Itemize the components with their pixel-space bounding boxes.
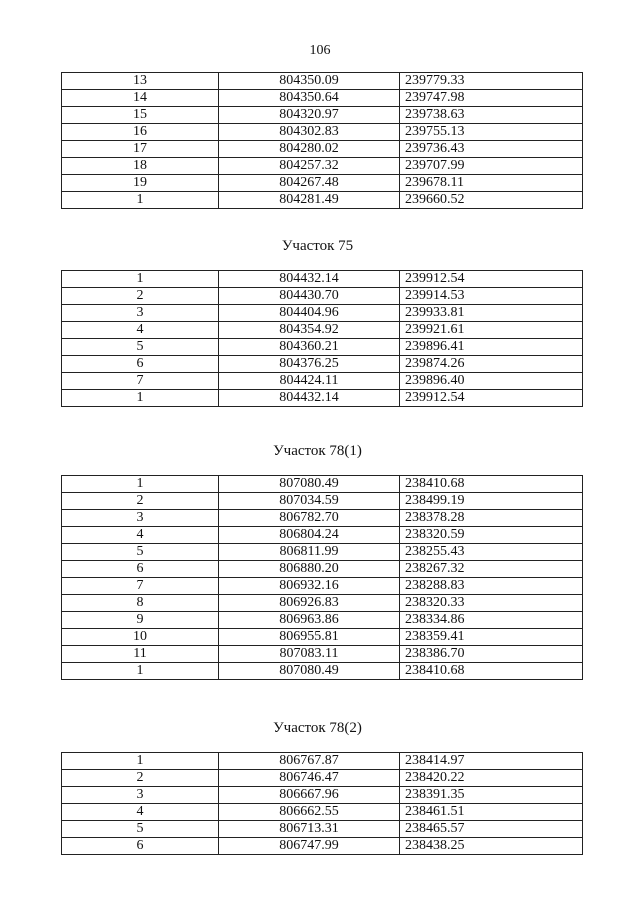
- x-coordinate-cell: 804281.49: [219, 192, 400, 209]
- y-coordinate-cell: 238320.33: [400, 595, 583, 612]
- x-coordinate-cell: 806955.81: [219, 629, 400, 646]
- table-row: [62, 373, 583, 390]
- point-number-cell: 18: [62, 158, 219, 175]
- x-coordinate-cell: 806880.20: [219, 561, 400, 578]
- table-row: [62, 322, 583, 339]
- point-number-cell: 11: [62, 646, 219, 663]
- point-number-cell: 4: [62, 322, 219, 339]
- y-coordinate-cell: 238334.86: [400, 612, 583, 629]
- point-number-cell: 3: [62, 510, 219, 527]
- section-title: Участок 78(2): [273, 720, 362, 736]
- point-number-cell: 6: [62, 838, 219, 855]
- y-coordinate-cell: 238465.57: [400, 821, 583, 838]
- point-number-cell: 2: [62, 288, 219, 305]
- x-coordinate-cell: 804302.83: [219, 124, 400, 141]
- table-row: [62, 629, 583, 646]
- x-coordinate-cell: 804404.96: [219, 305, 400, 322]
- y-coordinate-cell: 238420.22: [400, 770, 583, 787]
- table-row: [62, 288, 583, 305]
- section-continuation: [61, 72, 574, 209]
- point-number-cell: 17: [62, 141, 219, 158]
- point-number-cell: 13: [62, 73, 219, 90]
- y-coordinate-cell: 238410.68: [400, 476, 583, 493]
- point-number-cell: 5: [62, 821, 219, 838]
- x-coordinate-cell: 806804.24: [219, 527, 400, 544]
- y-coordinate-cell: 238255.43: [400, 544, 583, 561]
- point-number-cell: 2: [62, 493, 219, 510]
- x-coordinate-cell: 804360.21: [219, 339, 400, 356]
- table-row: [62, 158, 583, 175]
- x-coordinate-cell: 804432.14: [219, 271, 400, 288]
- table-row: [62, 141, 583, 158]
- section-plot-75: [61, 236, 574, 407]
- y-coordinate-cell: 239896.40: [400, 373, 583, 390]
- section-title: Участок 75: [281, 238, 354, 254]
- point-number-cell: 14: [62, 90, 219, 107]
- section-title: Участок 78(1): [273, 443, 362, 459]
- y-coordinate-cell: 239736.43: [400, 141, 583, 158]
- x-coordinate-cell: 804257.32: [219, 158, 400, 175]
- table-row: [62, 646, 583, 663]
- point-number-cell: 6: [62, 356, 219, 373]
- table-row: [62, 770, 583, 787]
- table-row: [62, 595, 583, 612]
- x-coordinate-cell: 804267.48: [219, 175, 400, 192]
- point-number-cell: 1: [62, 390, 219, 407]
- x-coordinate-cell: 807080.49: [219, 663, 400, 680]
- x-coordinate-cell: 807083.11: [219, 646, 400, 663]
- table-row: [62, 271, 583, 288]
- table-row: [62, 390, 583, 407]
- table-row: [62, 510, 583, 527]
- point-number-cell: 19: [62, 175, 219, 192]
- coordinates-table: [61, 752, 583, 855]
- point-number-cell: 2: [62, 770, 219, 787]
- y-coordinate-cell: 239707.99: [400, 158, 583, 175]
- point-number-cell: 7: [62, 373, 219, 390]
- y-coordinate-cell: 239874.26: [400, 356, 583, 373]
- table-row: [62, 787, 583, 804]
- y-coordinate-cell: 238499.19: [400, 493, 583, 510]
- y-coordinate-cell: 239779.33: [400, 73, 583, 90]
- table-row: [62, 107, 583, 124]
- point-number-cell: 6: [62, 561, 219, 578]
- y-coordinate-cell: 239738.63: [400, 107, 583, 124]
- y-coordinate-cell: 238359.41: [400, 629, 583, 646]
- point-number-cell: 5: [62, 339, 219, 356]
- x-coordinate-cell: 806747.99: [219, 838, 400, 855]
- table-row: [62, 124, 583, 141]
- x-coordinate-cell: 804430.70: [219, 288, 400, 305]
- y-coordinate-cell: 238391.35: [400, 787, 583, 804]
- x-coordinate-cell: 804350.09: [219, 73, 400, 90]
- point-number-cell: 7: [62, 578, 219, 595]
- point-number-cell: 1: [62, 753, 219, 770]
- y-coordinate-cell: 238288.83: [400, 578, 583, 595]
- point-number-cell: 16: [62, 124, 219, 141]
- x-coordinate-cell: 804354.92: [219, 322, 400, 339]
- y-coordinate-cell: 238378.28: [400, 510, 583, 527]
- x-coordinate-cell: 806713.31: [219, 821, 400, 838]
- y-coordinate-cell: 239933.81: [400, 305, 583, 322]
- table-row: [62, 753, 583, 770]
- page-number: 106: [309, 43, 331, 58]
- x-coordinate-cell: 804280.02: [219, 141, 400, 158]
- point-number-cell: 4: [62, 527, 219, 544]
- table-row: [62, 821, 583, 838]
- table-row: [62, 175, 583, 192]
- table-row: [62, 192, 583, 209]
- point-number-cell: 9: [62, 612, 219, 629]
- table-row: [62, 612, 583, 629]
- x-coordinate-cell: 806932.16: [219, 578, 400, 595]
- y-coordinate-cell: 238414.97: [400, 753, 583, 770]
- point-number-cell: 1: [62, 192, 219, 209]
- x-coordinate-cell: 807080.49: [219, 476, 400, 493]
- section-plot-78-1: [61, 441, 574, 680]
- x-coordinate-cell: 804320.97: [219, 107, 400, 124]
- point-number-cell: 10: [62, 629, 219, 646]
- coordinates-table: [61, 270, 583, 407]
- x-coordinate-cell: 806767.87: [219, 753, 400, 770]
- y-coordinate-cell: 239912.54: [400, 271, 583, 288]
- point-number-cell: 1: [62, 271, 219, 288]
- table-row: [62, 493, 583, 510]
- y-coordinate-cell: 239755.13: [400, 124, 583, 141]
- point-number-cell: 1: [62, 476, 219, 493]
- x-coordinate-cell: 807034.59: [219, 493, 400, 510]
- table-row: [62, 561, 583, 578]
- x-coordinate-cell: 806782.70: [219, 510, 400, 527]
- table-row: [62, 544, 583, 561]
- point-number-cell: 4: [62, 804, 219, 821]
- y-coordinate-cell: 239747.98: [400, 90, 583, 107]
- y-coordinate-cell: 239912.54: [400, 390, 583, 407]
- y-coordinate-cell: 238438.25: [400, 838, 583, 855]
- y-coordinate-cell: 239896.41: [400, 339, 583, 356]
- x-coordinate-cell: 806926.83: [219, 595, 400, 612]
- table-row: [62, 804, 583, 821]
- point-number-cell: 3: [62, 305, 219, 322]
- point-number-cell: 3: [62, 787, 219, 804]
- table-row: [62, 527, 583, 544]
- x-coordinate-cell: 806667.96: [219, 787, 400, 804]
- table-row: [62, 73, 583, 90]
- table-row: [62, 305, 583, 322]
- y-coordinate-cell: 239921.61: [400, 322, 583, 339]
- table-row: [62, 90, 583, 107]
- x-coordinate-cell: 806963.86: [219, 612, 400, 629]
- y-coordinate-cell: 238386.70: [400, 646, 583, 663]
- y-coordinate-cell: 238461.51: [400, 804, 583, 821]
- point-number-cell: 5: [62, 544, 219, 561]
- table-row: [62, 838, 583, 855]
- coordinates-table: [61, 475, 583, 680]
- y-coordinate-cell: 238410.68: [400, 663, 583, 680]
- point-number-cell: 8: [62, 595, 219, 612]
- x-coordinate-cell: 806746.47: [219, 770, 400, 787]
- table-row: [62, 663, 583, 680]
- y-coordinate-cell: 239914.53: [400, 288, 583, 305]
- y-coordinate-cell: 238320.59: [400, 527, 583, 544]
- y-coordinate-cell: 238267.32: [400, 561, 583, 578]
- y-coordinate-cell: 239660.52: [400, 192, 583, 209]
- point-number-cell: 1: [62, 663, 219, 680]
- x-coordinate-cell: 804424.11: [219, 373, 400, 390]
- table-row: [62, 476, 583, 493]
- coordinates-table: [61, 72, 583, 209]
- x-coordinate-cell: 804350.64: [219, 90, 400, 107]
- x-coordinate-cell: 804376.25: [219, 356, 400, 373]
- x-coordinate-cell: 804432.14: [219, 390, 400, 407]
- section-plot-78-2: [61, 718, 574, 855]
- table-row: [62, 578, 583, 595]
- y-coordinate-cell: 239678.11: [400, 175, 583, 192]
- point-number-cell: 15: [62, 107, 219, 124]
- x-coordinate-cell: 806811.99: [219, 544, 400, 561]
- x-coordinate-cell: 806662.55: [219, 804, 400, 821]
- table-row: [62, 356, 583, 373]
- table-row: [62, 339, 583, 356]
